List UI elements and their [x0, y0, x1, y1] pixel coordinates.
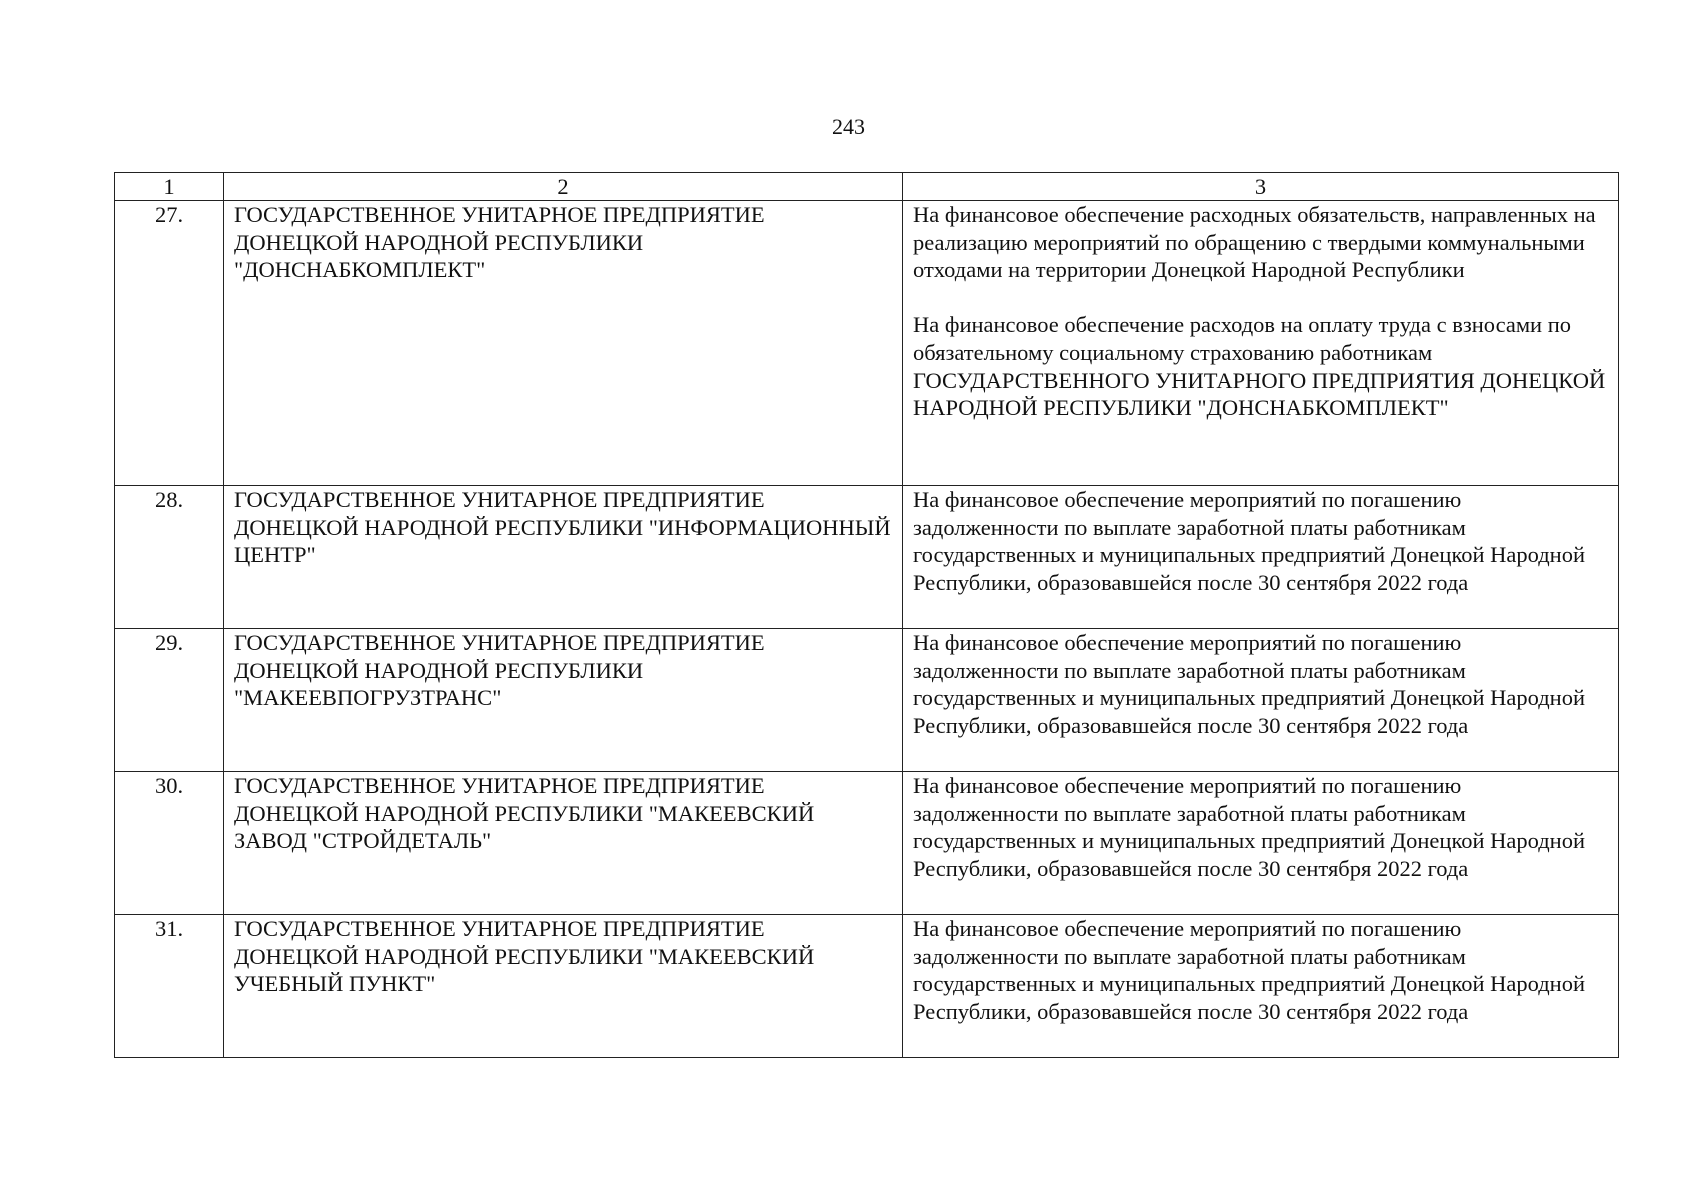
column-header-2: 2: [224, 173, 903, 201]
page-number: 243: [832, 114, 865, 139]
row-number: 28.: [115, 486, 224, 629]
table-row: [115, 772, 1619, 915]
column-number-row: [115, 173, 1619, 201]
table-row: [115, 629, 1619, 772]
purpose-text: На финансовое обеспечение мероприятий по погашению задолженности по выплате заработной платы работникам государственных и муниципальных предприятий Донецкой Народной Республики, образовавшейся после 30 сентября 2022 года: [913, 773, 1586, 881]
purpose-text: На финансовое обеспечение расходных обязательств, направленных на реализацию мероприятий по обращению с твердыми коммунальными отходами на территории Донецкой Народной Республики: [913, 202, 1596, 283]
enterprise-table: [114, 172, 1619, 1058]
funding-purpose: [903, 201, 1619, 486]
row-number: 30.: [115, 772, 224, 915]
table-row: [115, 486, 1619, 629]
row-number: 31.: [115, 915, 224, 1058]
row-number: 27.: [115, 201, 224, 486]
funding-purpose: [903, 629, 1619, 772]
funding-purpose: [903, 772, 1619, 915]
purpose-text: На финансовое обеспечение расходов на оплату труда с взносами по обязательному социальному страхованию работникам ГОСУДАРСТВЕННОГО УНИТАРНОГО ПРЕДПРИЯТИЯ ДОНЕЦКОЙ НАРОДНОЙ РЕСПУБЛИКИ "ДОНСНАБКОМПЛЕКТ": [913, 312, 1606, 421]
enterprise-name: ГОСУДАРСТВЕННОЕ УНИТАРНОЕ ПРЕДПРИЯТИЕ ДОНЕЦКОЙ НАРОДНОЙ РЕСПУБЛИКИ "МАКЕЕВПОГРУЗТРАНС": [224, 629, 903, 772]
table-row: [115, 201, 1619, 486]
funding-purpose: [903, 915, 1619, 1058]
enterprise-name: ГОСУДАРСТВЕННОЕ УНИТАРНОЕ ПРЕДПРИЯТИЕ ДОНЕЦКОЙ НАРОДНОЙ РЕСПУБЛИКИ "МАКЕЕВСКИЙ УЧЕБНЫЙ ПУНКТ": [224, 915, 903, 1058]
column-header-1: 1: [115, 173, 224, 201]
funding-purpose: [903, 486, 1619, 629]
row-number: 29.: [115, 629, 224, 772]
enterprise-name: ГОСУДАРСТВЕННОЕ УНИТАРНОЕ ПРЕДПРИЯТИЕ ДОНЕЦКОЙ НАРОДНОЙ РЕСПУБЛИКИ "МАКЕЕВСКИЙ ЗАВОД "СТРОЙДЕТАЛЬ": [224, 772, 903, 915]
enterprise-name: ГОСУДАРСТВЕННОЕ УНИТАРНОЕ ПРЕДПРИЯТИЕ ДОНЕЦКОЙ НАРОДНОЙ РЕСПУБЛИКИ "ДОНСНАБКОМПЛЕКТ": [224, 201, 903, 486]
purpose-text: На финансовое обеспечение мероприятий по погашению задолженности по выплате заработной платы работникам государственных и муниципальных предприятий Донецкой Народной Республики, образовавшейся после 30 сентября 2022 года: [913, 916, 1586, 1024]
enterprise-name: ГОСУДАРСТВЕННОЕ УНИТАРНОЕ ПРЕДПРИЯТИЕ ДОНЕЦКОЙ НАРОДНОЙ РЕСПУБЛИКИ "ИНФОРМАЦИОННЫЙ ЦЕНТР": [224, 486, 903, 629]
column-header-3: 3: [903, 173, 1619, 201]
table-row: [115, 915, 1619, 1058]
purpose-text: На финансовое обеспечение мероприятий по погашению задолженности по выплате заработной платы работникам государственных и муниципальных предприятий Донецкой Народной Республики, образовавшейся после 30 сентября 2022 года: [913, 487, 1586, 595]
purpose-text: На финансовое обеспечение мероприятий по погашению задолженности по выплате заработной платы работникам государственных и муниципальных предприятий Донецкой Народной Республики, образовавшейся после 30 сентября 2022 года: [913, 630, 1586, 738]
